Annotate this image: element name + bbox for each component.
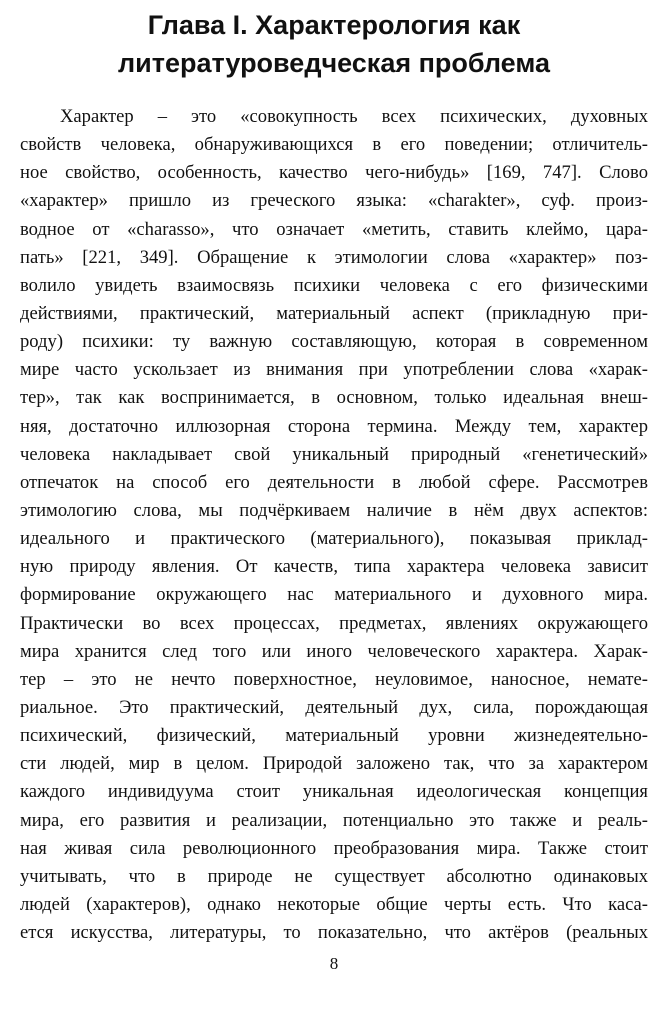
- text-line: человека накладывает свой уникальный природный «генетический»: [20, 443, 648, 465]
- text-line: тер – это не нечто поверхностное, неуловимое, наносное, немате-: [20, 668, 648, 690]
- text-line: ную природу явления. От качеств, типа характера человека зависит: [20, 556, 648, 578]
- chapter-title-line-1: Глава I. Характерология как: [147, 10, 521, 40]
- text-line: няя, достаточно иллюзорная сторона термина. Между тем, характер: [20, 415, 648, 437]
- text-line: Характер – это «совокупность всех психических, духовных: [60, 106, 648, 127]
- text-line: ное свойство, особенность, качество чего-нибудь» [169, 747]. Слово: [20, 162, 648, 184]
- text-line: отпечаток на способ его деятельности в любой сфере. Рассмотрев: [20, 471, 648, 493]
- body-paragraph: [20, 103, 648, 947]
- text-line: мире часто ускользает из внимания при употреблении слова «харак-: [20, 359, 648, 381]
- text-line: учитывать, что в природе не существует абсолютно одинаковых: [20, 865, 648, 887]
- text-line: людей (характеров), однако некоторые общие черты есть. Что каса-: [20, 893, 648, 915]
- text-line: роду) психики: ту важную составляющую, которая в современном: [20, 331, 648, 353]
- text-line: ная живая сила революционного преобразования мира. Также стоит: [20, 837, 648, 859]
- text-line: формирование окружающего нас материального и духовного мира.: [20, 584, 648, 606]
- text-line: «характер» пришло из греческого языка: «charakter», суф. произ-: [20, 190, 648, 212]
- chapter-title: [0, 6, 668, 82]
- text-line: каждого индивидуума стоит уникальная идеологическая концепция: [20, 781, 648, 803]
- text-line: этимологию слова, мы подчёркиваем наличие в нём двух аспектов:: [20, 499, 648, 521]
- text-line: риальное. Это практический, деятельный дух, сила, порождающая: [20, 696, 648, 718]
- page-number: 8: [329, 954, 339, 973]
- text-line: действиями, практический, материальный аспект (прикладную при-: [20, 302, 648, 324]
- text-line: сти людей, мир в целом. Природой заложено так, что за характером: [20, 753, 648, 775]
- text-line: мира хранится след того или иного человеческого характера. Харак-: [20, 640, 648, 662]
- text-line: Практически во всех процессах, предметах, явлениях окружающего: [20, 612, 648, 634]
- text-line: психический, физический, материальный уровни жизнедеятельно-: [20, 725, 648, 747]
- text-line: идеального и практического (материального), показывая приклад-: [20, 528, 648, 550]
- text-line: мира, его развития и реализации, потенциально это также и реаль-: [20, 809, 648, 831]
- text-line: водное от «charasso», что означает «метить, ставить клеймо, цара-: [20, 218, 648, 240]
- text-line: тер», так как воспринимается, в основном, только идеальная внеш-: [20, 387, 648, 409]
- text-line: пать» [221, 349]. Обращение к этимологии слова «характер» поз-: [20, 246, 648, 268]
- text-line: ется искусства, литературы, то показательно, что актёров (реальных: [20, 922, 648, 944]
- chapter-title-line-2: литературоведческая проблема: [118, 48, 550, 78]
- text-line: волило увидеть взаимосвязь психики человека с его физическими: [20, 274, 648, 296]
- text-line: свойств человека, обнаруживающихся в его поведении; отличитель-: [20, 134, 648, 156]
